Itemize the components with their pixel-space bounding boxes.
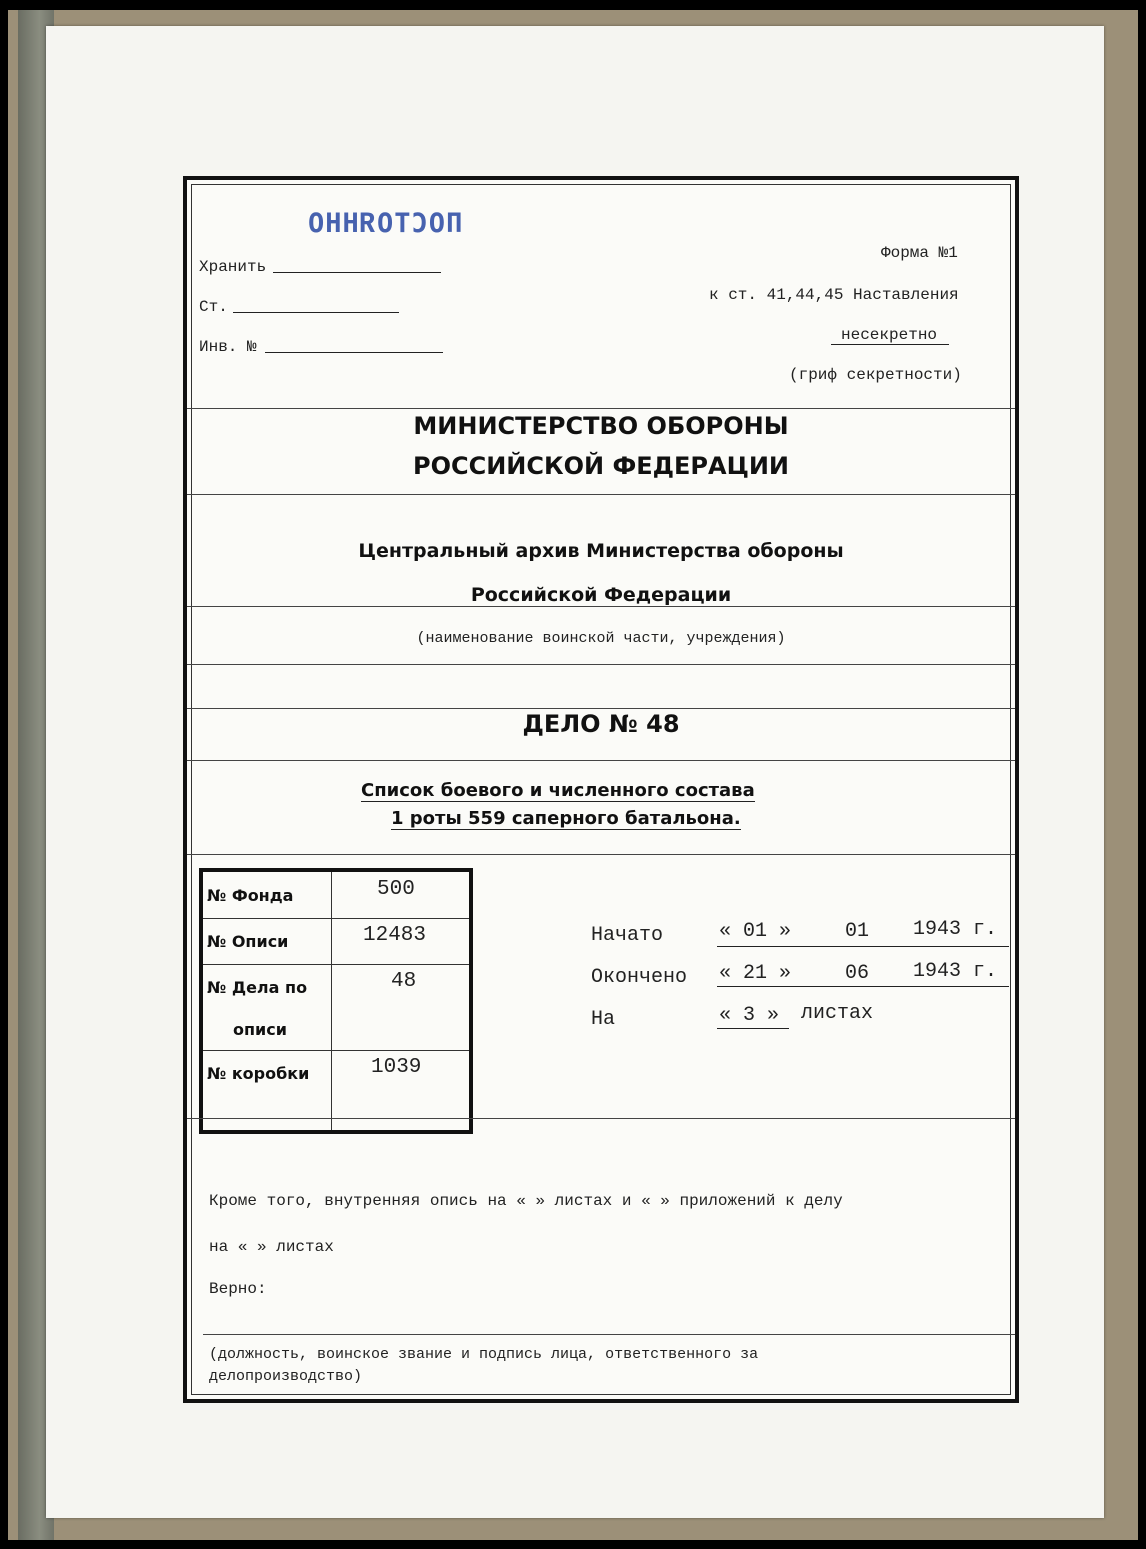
- fond-label: № Фонда: [207, 886, 294, 905]
- fond-value: 500: [377, 878, 415, 901]
- divider: [187, 408, 1015, 409]
- signature-line: [203, 1334, 1015, 1335]
- archive-line-2: Российской Федерации: [470, 584, 732, 606]
- sheets-label: На: [591, 1008, 616, 1031]
- end-year: 1943 г.: [913, 960, 998, 983]
- table-column-divider: [331, 872, 332, 1130]
- end-month: 06: [845, 962, 870, 985]
- start-day: « 01 »: [719, 920, 792, 943]
- case-description-1: Список боевого и численного состава: [361, 780, 755, 801]
- inv-line: [265, 352, 443, 353]
- start-year: 1943 г.: [913, 918, 998, 941]
- opis-label: № Описи: [207, 932, 289, 951]
- divider: [187, 606, 1015, 607]
- divider: [187, 708, 1015, 709]
- start-month: 01: [845, 920, 870, 943]
- end-date-line: [717, 986, 1009, 987]
- start-date-line: [717, 946, 1009, 947]
- end-day: « 21 »: [719, 962, 792, 985]
- form-number: Форма №1: [881, 244, 958, 262]
- case-description-2: 1 роты 559 саперного батальона.: [391, 808, 741, 829]
- case-title: ДЕЛО № 48: [522, 710, 680, 738]
- delo-value: 48: [391, 970, 417, 993]
- box-value: 1039: [371, 1056, 422, 1079]
- secrecy-caption: (гриф секретности): [789, 366, 962, 384]
- box-label: № коробки: [207, 1064, 310, 1083]
- sheets-word: листах: [801, 1002, 874, 1025]
- permanent-stamp: ПОСТОЯННО: [307, 208, 463, 239]
- sheets-line: [717, 1028, 789, 1029]
- verno-label: Верно:: [209, 1280, 267, 1298]
- responsible-caption: (должность, воинское звание и подпись лица, ответственного за: [209, 1346, 759, 1363]
- sheets-text: на « » листах: [209, 1238, 334, 1256]
- responsible-caption-2: делопроизводство): [209, 1368, 363, 1385]
- table-row-divider: [203, 1050, 469, 1051]
- st-line: [233, 312, 399, 313]
- end-label: Окончено: [591, 966, 688, 989]
- divider: [187, 1118, 1015, 1119]
- divider: [187, 664, 1015, 665]
- secrecy-value: несекретно: [841, 326, 938, 344]
- form-frame: [183, 176, 1019, 1403]
- divider: [187, 760, 1015, 761]
- ministry-line-1: МИНИСТЕРСТВО ОБОРОНЫ: [413, 412, 789, 440]
- table-row-divider: [203, 918, 469, 919]
- table-row-divider: [203, 964, 469, 965]
- internal-inventory-text: Кроме того, внутренняя опись на « » листах и « » приложений к делу: [209, 1192, 843, 1210]
- ministry-line-2: РОССИЙСКОЙ ФЕДЕРАЦИИ: [412, 452, 790, 480]
- secrecy-line: [831, 344, 949, 345]
- divider: [187, 494, 1015, 495]
- divider: [187, 854, 1015, 855]
- store-label: Хранить: [199, 258, 267, 276]
- store-line: [273, 272, 441, 273]
- archive-numbers-table: [199, 868, 473, 1134]
- delo-label: № Дела по: [207, 978, 308, 997]
- start-label: Начато: [591, 924, 664, 947]
- inv-label: Инв. №: [199, 338, 257, 356]
- st-label: Ст.: [199, 298, 228, 316]
- archive-line-1: Центральный архив Министерства обороны: [358, 540, 844, 562]
- archive-caption: (наименование воинской части, учреждения): [416, 630, 786, 647]
- sheets-count: « 3 »: [719, 1004, 780, 1027]
- opis-value: 12483: [363, 924, 427, 947]
- delo-label-2: описи: [233, 1020, 287, 1039]
- article-reference: к ст. 41,44,45 Наставления: [709, 286, 959, 304]
